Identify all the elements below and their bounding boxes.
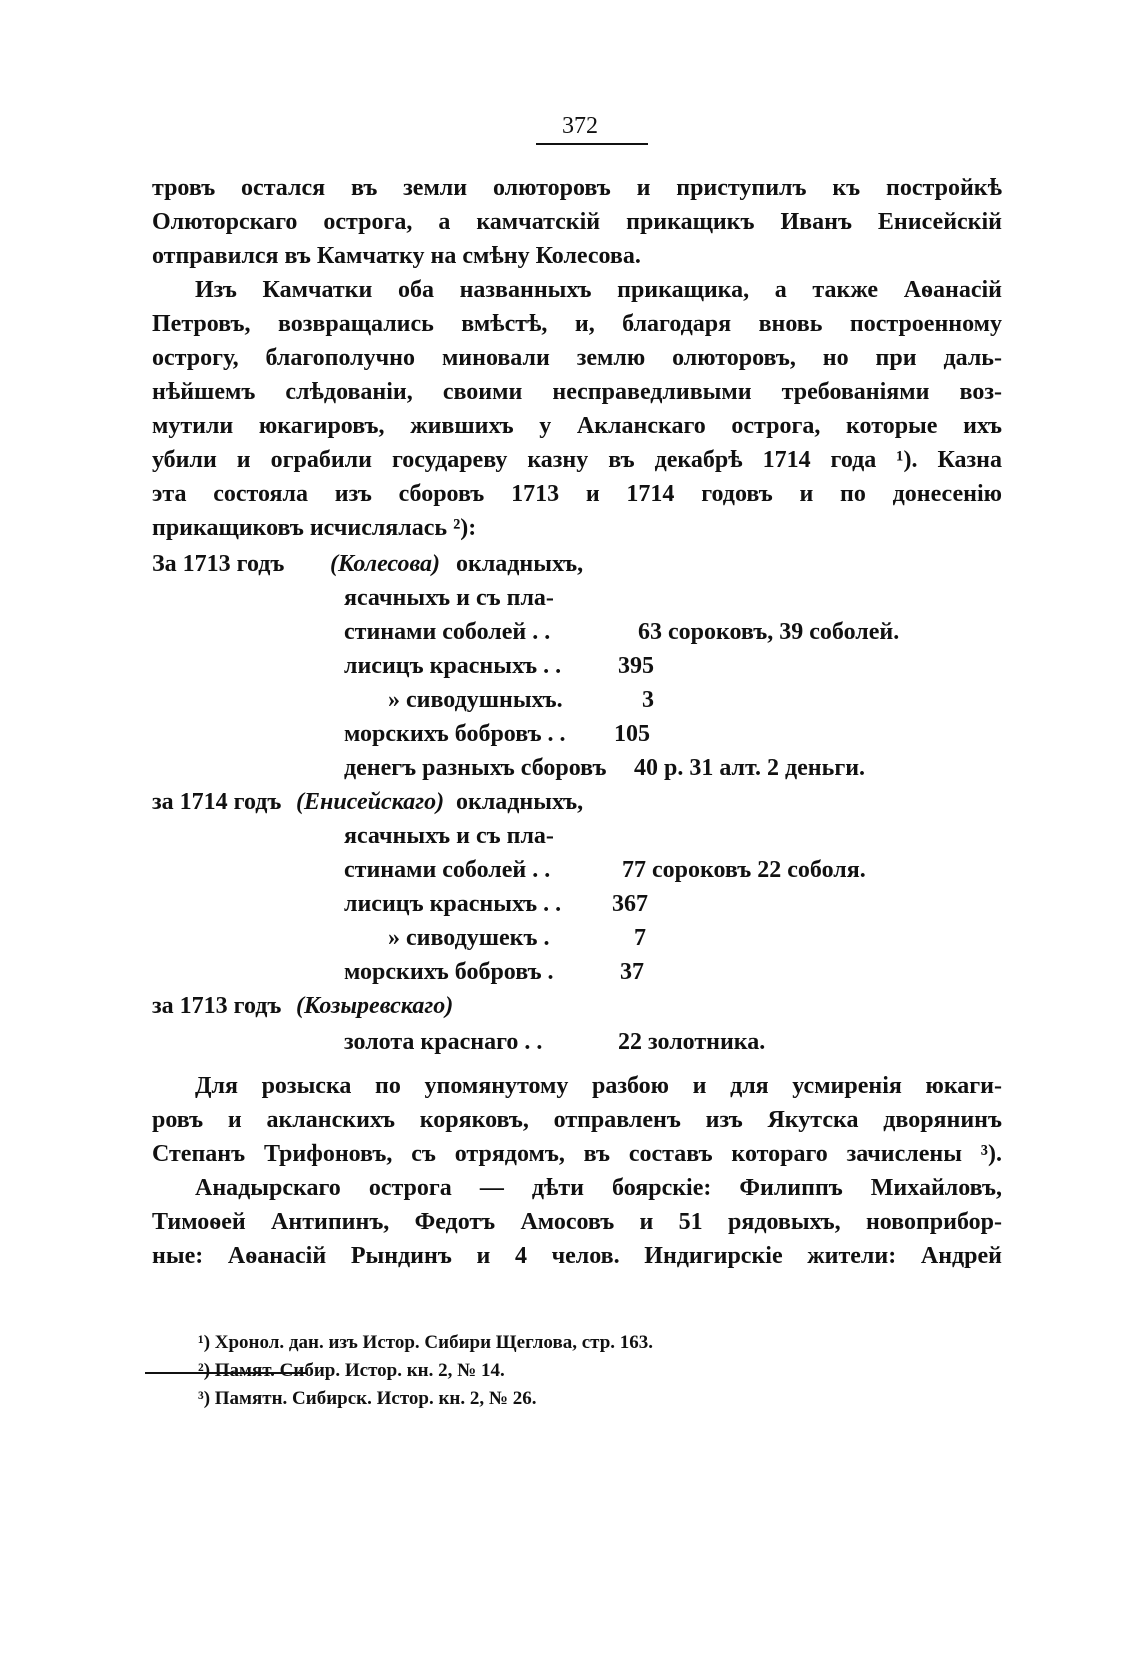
text-line: Степанъ Трифоновъ, съ отрядомъ, въ составъ котораго зачислены ³). (152, 1141, 1002, 1167)
table-item: ясачныхъ и съ пла- (344, 823, 554, 849)
table-item: » сиводушекъ . (388, 925, 550, 951)
table-item: денегъ разныхъ сборовъ (344, 755, 607, 781)
text-line: Олюторскаго острога, а камчатскій прикащикъ Иванъ Енисейскій (152, 209, 1002, 235)
table-qty: 7 (634, 925, 646, 951)
table-item: ясачныхъ и съ пла- (344, 585, 554, 611)
table-qty: 395 (618, 653, 654, 679)
table-qty: 367 (612, 891, 648, 917)
text-line: острогу, благополучно миновали землю олюторовъ, но при даль- (152, 345, 1002, 371)
table-item: окладныхъ, (456, 551, 584, 577)
text-line: Изъ Камчатки оба названныхъ прикащика, а также Аѳанасій (195, 277, 1002, 303)
table-qty: 37 (620, 959, 644, 985)
table-item: золота краснаго . . (344, 1029, 543, 1055)
table-year-label: за 1713 годъ (152, 993, 282, 1019)
table-item: лисицъ красныхъ . . (344, 891, 562, 917)
table-qty: 105 (614, 721, 650, 747)
table-item: морскихъ бобровъ . (344, 959, 554, 985)
table-item: стинами соболей . . (344, 619, 551, 645)
table-year-label: за 1714 годъ (152, 789, 282, 815)
footnote: ³) Памятн. Сибирск. Истор. кн. 2, № 26. (198, 1388, 537, 1409)
text-line: убили и ограбили государеву казну въ декабрѣ 1714 года ¹). Казна (152, 447, 1002, 473)
table-item: стинами соболей . . (344, 857, 551, 883)
text-line: ровъ и акланскихъ коряковъ, отправленъ изъ Якутска дворянинъ (152, 1107, 1002, 1133)
text-line: мутили юкагировъ, жившихъ у Акланскаго острога, которые ихъ (152, 413, 1002, 439)
text-line: тровъ остался въ земли олюторовъ и приступилъ къ постройкѣ (152, 175, 1002, 201)
text-line: эта состояла изъ сборовъ 1713 и 1714 годовъ и по донесенію (152, 481, 1002, 507)
table-item: лисицъ красныхъ . . (344, 653, 562, 679)
page-number: 372 (562, 113, 598, 139)
page-number-rule (536, 143, 648, 145)
table-collector-name: (Козыревскаго) (296, 993, 454, 1019)
text-line: Анадырскаго острога — дѣти боярскіе: Филиппъ Михайловъ, (195, 1175, 1002, 1201)
table-collector-name: (Енисейскаго) (296, 789, 445, 815)
text-line: прикащиковъ исчислялась ²): (152, 515, 477, 541)
table-collector-name: (Колесова) (330, 551, 441, 577)
text-line: ные: Аѳанасій Рындинъ и 4 челов. Индигирскіе жители: Андрей (152, 1243, 1002, 1269)
text-line: нѣйшемъ слѣдованіи, своими несправедливыми требованіями воз- (152, 379, 1002, 405)
text-line: отправился въ Камчатку на смѣну Колесова. (152, 243, 641, 269)
table-qty: 63 сороковъ, 39 соболей. (638, 619, 900, 645)
table-year-label: За 1713 годъ (152, 551, 285, 577)
footnote: ¹) Хронол. дан. изъ Истор. Сибири Щеглова, стр. 163. (198, 1332, 654, 1353)
table-item: морскихъ бобровъ . . (344, 721, 566, 747)
table-qty: 3 (642, 687, 654, 713)
text-line: Тимоѳей Антипинъ, Федотъ Амосовъ и 51 рядовыхъ, новоприбор- (152, 1209, 1002, 1235)
table-qty: 40 р. 31 алт. 2 деньги. (634, 755, 866, 781)
table-qty: 77 сороковъ 22 соболя. (622, 857, 866, 883)
table-qty: 22 золотника. (618, 1029, 766, 1055)
table-item: окладныхъ, (456, 789, 584, 815)
table-item: » сиводушныхъ. (388, 687, 563, 713)
text-line: Для розыска по упомянутому разбою и для усмиренія юкаги- (195, 1073, 1002, 1099)
footnote: ²) Памят. Сибир. Истор. кн. 2, № 14. (198, 1360, 505, 1381)
text-line: Петровъ, возвращались вмѣстѣ, и, благодаря вновь построенному (152, 311, 1002, 337)
